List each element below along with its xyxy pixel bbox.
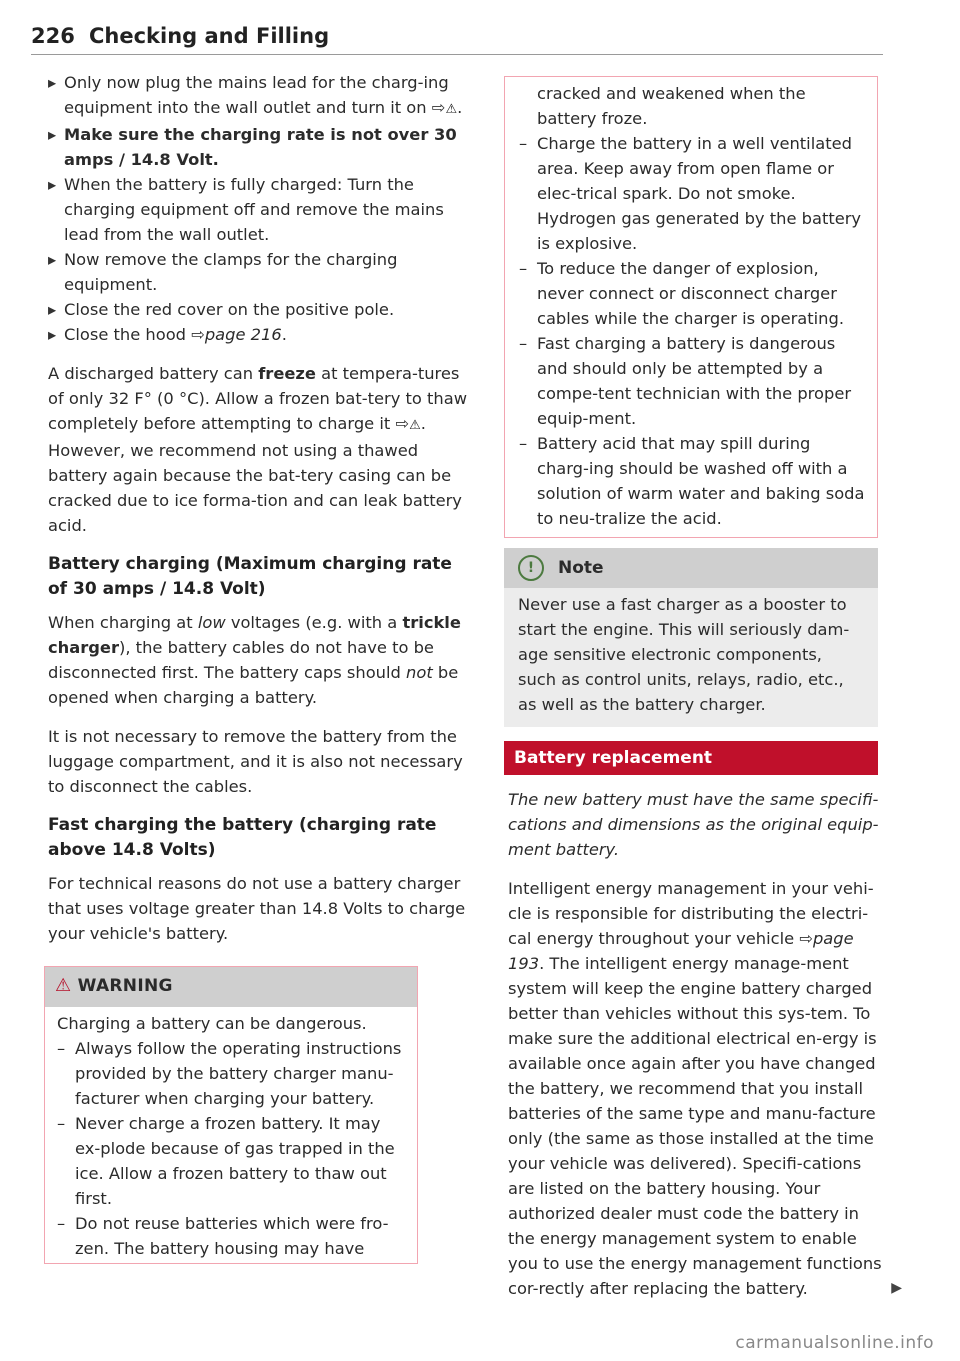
step-close-hood: ▸ Close the hood ⇨page 216. bbox=[48, 322, 468, 347]
step-plug-in: ▸ Only now plug the mains lead for the charg-ing equipment into the wall outlet and turn it on ⇨⚠. bbox=[48, 70, 468, 122]
page-header bbox=[31, 22, 883, 55]
step-remove-clamps: ▸ Now remove the clamps for the charging equipment. bbox=[48, 247, 468, 297]
note-header bbox=[504, 548, 878, 588]
charging-paragraph: When charging at low voltages (e.g. with a trickle charger), the battery cables do not have to be disconnected first. The battery caps should not be opened when charging a battery. bbox=[48, 613, 461, 707]
exclamation-icon: ! bbox=[518, 555, 544, 581]
warning-item: – Do not reuse batteries which were fro-zen. The battery housing may have bbox=[57, 1211, 407, 1261]
freeze-paragraph: A discharged battery can freeze at tempera-tures of only 32 F° (0 °C). Allow a frozen bat-tery to thaw completely before attempting to charge it ⇨⚠. However, we recommend not using a thawed battery again because the bat-tery casing can be cracked due to ice forma-tion and can leak battery acid. bbox=[48, 364, 468, 535]
warning-continuation: cracked and weakened when the battery froze. bbox=[537, 84, 806, 128]
subhead-battery-charging: Battery charging (Maximum charging rate of 30 amps / 14.8 Volt) bbox=[48, 554, 452, 599]
warning-header bbox=[45, 967, 417, 1007]
fast-charging-paragraph: For technical reasons do not use a battery charger that uses voltage greater than 14.8 Volts to charge your vehicle's battery. bbox=[48, 874, 466, 943]
warning-item: – Never charge a frozen battery. It may ex-plode because of gas trapped in the ice. Allow a frozen battery to thaw out first. bbox=[57, 1111, 407, 1211]
warning-title: WARNING bbox=[77, 976, 173, 996]
warning-item: – To reduce the danger of explosion, never connect or disconnect charger cables while the charger is operating. bbox=[519, 256, 865, 331]
page-number: 226 bbox=[31, 24, 75, 48]
replacement-intro: The new battery must have the same specifi-cations and dimensions as the original equip-ment battery. bbox=[508, 790, 879, 859]
note-body: Never use a fast charger as a booster to start the engine. This will seriously dam-age sensitive electronic components, such as control units, relays, radio, etc., as well as the battery charger. bbox=[518, 595, 850, 714]
subhead-fast-charging: Fast charging the battery (charging rate above 14.8 Volts) bbox=[48, 815, 437, 860]
energy-management-paragraph: Intelligent energy management in your vehi-cle is responsible for distributing the electri-cal energy throughout your vehicle ⇨page 193. The intelligent energy manage-ment system will keep the engine battery charged better than vehicles without this sys-tem. To make sure the additional electrical en-ergy is available once again after you have changed the battery, we recommend that you install batteries of the same type and manu-facture only (the same as those installed at the time your vehicle was delivered). Specifi-cations are listed on the battery housing. Your authorized dealer must code the battery in the energy management system to enable you to use the energy management functions cor-rectly after replacing the battery. ▶ bbox=[508, 876, 886, 1301]
watermark: carmanualsonline.info bbox=[735, 1333, 934, 1353]
page-link-193[interactable]: page 193 bbox=[508, 929, 854, 973]
step-close-cover: ▸ Close the red cover on the positive pole. bbox=[48, 297, 468, 322]
warning-icon: ⚠ bbox=[409, 418, 421, 433]
continue-arrow-icon: ▶ bbox=[891, 1280, 902, 1296]
step-charging-rate: ▸ Make sure the charging rate is not over 30 amps / 14.8 Volt. bbox=[48, 122, 468, 172]
warning-box bbox=[44, 966, 418, 1264]
warning-item: – Battery acid that may spill during charg-ing should be washed off with a solution of warm water and baking soda to neu-tralize the acid. bbox=[519, 431, 865, 531]
left-column bbox=[48, 70, 468, 1264]
note-title: Note bbox=[558, 557, 604, 578]
warning-item: – Fast charging a battery is dangerous and should only be attempted by a compe-tent technician with the proper equip-ment. bbox=[519, 331, 865, 431]
warning-triangle-icon: ⚠ bbox=[55, 975, 72, 996]
warning-box-continued bbox=[504, 76, 878, 538]
warning-item: – Always follow the operating instructions provided by the battery charger manu-facturer when charging your battery. bbox=[57, 1036, 407, 1111]
note-box bbox=[504, 548, 878, 727]
section-bar-battery-replacement: Battery replacement bbox=[504, 741, 878, 775]
step-fully-charged: ▸ When the battery is fully charged: Turn the charging equipment off and remove the mains lead from the wall outlet. bbox=[48, 172, 468, 247]
luggage-paragraph: It is not necessary to remove the battery from the luggage compartment, and it is also not necessary to disconnect the cables. bbox=[48, 727, 463, 796]
right-column bbox=[508, 70, 902, 1301]
section-title: Checking and Filling bbox=[89, 24, 330, 48]
warning-icon: ⚠ bbox=[445, 102, 458, 117]
warning-intro: Charging a battery can be dangerous. bbox=[57, 1014, 367, 1033]
warning-item: – Charge the battery in a well ventilated area. Keep away from open flame or elec-trical spark. Do not smoke. Hydrogen gas generated by the battery is explosive. bbox=[519, 131, 865, 256]
page-link-216[interactable]: page 216 bbox=[204, 325, 282, 344]
